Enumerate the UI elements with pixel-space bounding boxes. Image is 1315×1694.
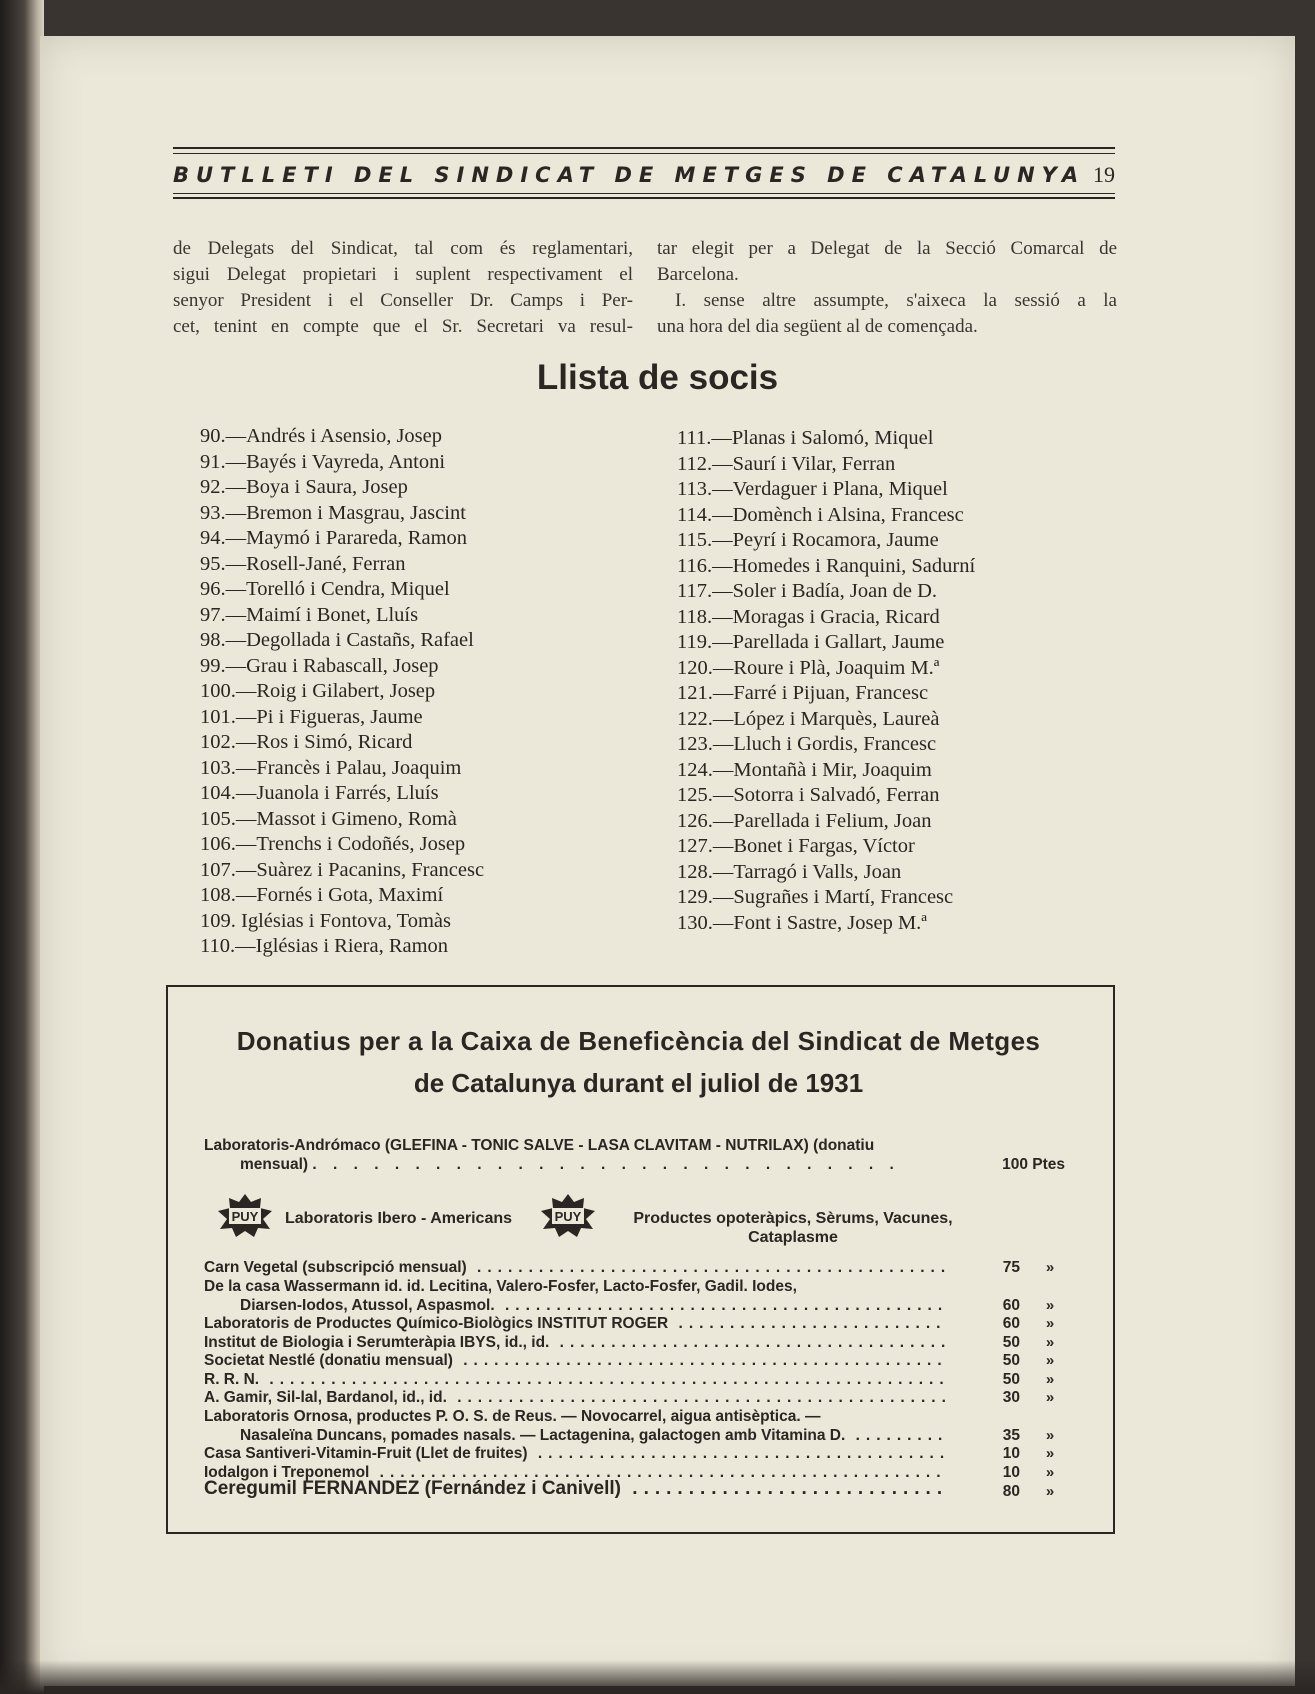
leader-dots: .................................................................. [259, 1371, 950, 1388]
text-line: I. sense altre assumpte, s'aixeca la sessió a la [675, 290, 1117, 311]
member-entry: 93.—Bremon i Masgrau, Jascint [200, 501, 466, 524]
journal-title: BUTLLETI DEL SINDICAT DE METGES DE CATALUNYA [173, 163, 1086, 187]
donation-entry [204, 1277, 797, 1296]
text-line: senyor President i el Conseller Dr. Camps i Per- [173, 290, 633, 311]
leader-dots: ............................................... [452, 1352, 948, 1369]
member-entry: 114.—Domènch i Alsina, Francesc [677, 503, 964, 526]
header-rule-bottom [173, 197, 1115, 199]
donation-text: Institut de Biologia i Serumteràpia IBYS, id., id. [204, 1334, 550, 1351]
member-entry: 108.—Fornés i Gota, Maximí [200, 884, 444, 906]
ditto-mark: » [1045, 1483, 1055, 1500]
member-entry: 91.—Bayés i Vayreda, Antoni [200, 450, 446, 473]
donation-text: Casa Santiveri-Vitamin-Fruit (Llet de fruites) [204, 1445, 528, 1462]
member-entry: 110.—Iglésias i Riera, Ramon [200, 935, 449, 957]
member-entry: 121.—Farré i Pijuan, Francesc [677, 682, 929, 704]
member-entry: 106.—Trenchs i Codoñés, Josep [200, 833, 466, 855]
ad-products [618, 1209, 968, 1247]
donation-text: Nasaleïna Duncans, pomades nasals. — Lactagenina, galactogen amb Vitamina D. [240, 1427, 846, 1444]
member-entry: 126.—Parellada i Felium, Joan [677, 809, 932, 832]
donation-text: Laboratoris Ornosa, productes P. O. S. de Reus. — Novocarrel, aigua antisèptica. — [204, 1408, 821, 1425]
donation-amount: 50 [1002, 1371, 1020, 1388]
member-entry: 123.—Lluch i Gordis, Francesc [677, 733, 937, 755]
donation-first-amount: 100 Ptes [1002, 1156, 1065, 1173]
donations-title-line: Donatius per a la Caixa de Beneficència del Sindicat de Metges [236, 1026, 1041, 1056]
text-line: tar elegit per a Delegat de la Secció Comarcal de [657, 238, 1117, 259]
ditto-mark: » [1045, 1334, 1055, 1351]
donation-amount: 75 [1002, 1259, 1020, 1276]
member-entry: 103.—Francès i Palau, Joaquim [200, 756, 462, 779]
leader-dots: ........................................ [527, 1445, 951, 1462]
donation-text: Diarsen-Iodos, Atussol, Aspasmol. [240, 1297, 495, 1314]
ad-products-line: Productes opoteràpics, Sèrums, Vacunes, [633, 1210, 953, 1227]
member-entry: 90.—Andrés i Asensio, Josep [200, 425, 443, 447]
intro-left-column [173, 236, 633, 340]
leader-dots: ......... [845, 1427, 949, 1444]
member-entry: 98.—Degollada i Castañs, Rafael [200, 629, 474, 651]
text-line: una hora del dia següent al de començada. [657, 316, 978, 337]
donation-text: A. Gamir, Sil-lal, Bardanol, id., id. [204, 1389, 447, 1406]
svg-text:PUY: PUY [554, 1209, 582, 1224]
leader-dots: . . . . . . . . . . . . . . . . . . . . . . . . . . . . . [312, 1156, 900, 1173]
donation-entry [204, 1351, 948, 1370]
text-line: cet, tenint en compte que el Sr. Secretari va resul- [173, 316, 633, 337]
donation-entry [204, 1314, 946, 1333]
member-entry: 111.—Planas i Salomó, Miquel [677, 427, 934, 449]
member-entry: 128.—Tarragó i Valls, Joan [677, 860, 902, 883]
puy-logo-icon [216, 1192, 274, 1238]
member-entry: 130.—Font i Sastre, Josep M.ª [677, 911, 927, 934]
header-rule-bottom-thin [173, 193, 1115, 194]
leader-dots: ........................................... [494, 1297, 949, 1314]
donation-amount: 60 [1002, 1297, 1020, 1314]
leader-dots: ................................................ [446, 1389, 952, 1406]
donation-entry [240, 1426, 948, 1445]
ditto-mark: » [1045, 1259, 1055, 1276]
donation-amount: 30 [1002, 1389, 1020, 1406]
donation-entry [240, 1296, 948, 1315]
donation-text: R. R. N. [204, 1371, 260, 1388]
puy-logo-icon [539, 1192, 597, 1238]
member-entry: 102.—Ros i Simó, Ricard [200, 731, 413, 753]
member-entry: 107.—Suàrez i Pacanins, Francesc [200, 858, 485, 881]
donation-entry [204, 1407, 820, 1426]
text-line: sigui Delegat propietari i suplent respectivament el [173, 264, 633, 285]
member-entry: 104.—Juanola i Farrés, Lluís [200, 782, 439, 804]
svg-text:PUY: PUY [231, 1209, 259, 1224]
member-entry: 113.—Verdaguer i Plana, Miquel [677, 478, 948, 500]
donation-text: Iodalgon i Treponemol [204, 1464, 370, 1481]
leader-dots: ............................ [621, 1478, 949, 1499]
member-entry: 116.—Homedes i Ranquini, Sadurní [677, 554, 976, 577]
donation-entry [204, 1258, 951, 1277]
donation-entry [204, 1370, 950, 1389]
ditto-mark: » [1045, 1297, 1055, 1314]
header-rule-top-thin [173, 153, 1115, 154]
member-entry: 120.—Roure i Plà, Joaquim M.ª [677, 656, 940, 679]
donation-text: De la casa Wassermann id. id. Lecitina, Valero-Fosfer, Lacto-Fosfer, Gadil. Iodes, [204, 1278, 797, 1295]
member-entry: 97.—Maimí i Bonet, Lluís [200, 603, 419, 626]
donation-entry [204, 1444, 950, 1463]
member-entry: 96.—Torelló i Cendra, Miquel [200, 578, 450, 600]
member-entry: 117.—Soler i Badía, Joan de D. [677, 580, 938, 602]
donation-amount: 10 [1002, 1464, 1020, 1481]
member-entry: 125.—Sotorra i Salvadó, Ferran [677, 784, 940, 806]
book-spine [0, 0, 44, 1694]
donation-amount: 35 [1002, 1427, 1020, 1444]
ditto-mark: » [1045, 1352, 1055, 1369]
member-entry: 92.—Boya i Saura, Josep [200, 476, 408, 498]
leader-dots: ...................................... [549, 1334, 952, 1351]
donations-title-line: de Catalunya durant el juliol de 1931 [413, 1068, 864, 1098]
donation-first-line: Laboratoris-Andrómaco (GLEFINA - TONIC SALVE - LASA CLAVITAM - NUTRILAX) (donatiu [204, 1137, 875, 1154]
donation-text: mensual) [240, 1156, 309, 1173]
ditto-mark: » [1045, 1315, 1055, 1332]
page-number: 19 [1093, 162, 1115, 187]
running-head [173, 160, 1115, 190]
donation-amount: 50 [1002, 1352, 1020, 1369]
donation-text: Ceregumil FERNANDEZ (Fernández i Canivell) [204, 1478, 622, 1499]
donation-text: Carn Vegetal (subscripció mensual) [204, 1259, 467, 1276]
scan-shadow [0, 1660, 1315, 1694]
donation-amount: 60 [1002, 1315, 1020, 1332]
member-entry: 124.—Montañà i Mir, Joaquim [677, 758, 932, 781]
member-entry: 94.—Maymó i Parareda, Ramon [200, 527, 468, 549]
member-entry: 100.—Roig i Gilabert, Josep [200, 680, 436, 702]
donations-title [166, 1020, 1111, 1104]
members-list-left [200, 424, 484, 960]
ditto-mark: » [1045, 1445, 1055, 1462]
member-entry: 105.—Massot i Gimeno, Romà [200, 807, 457, 830]
section-title: Llista de socis [536, 358, 779, 397]
donation-text: Laboratoris de Productes Químico-Biològics INSTITUT ROGER [204, 1315, 669, 1332]
ad-company-name: Laboratoris Ibero - Americans [285, 1210, 513, 1227]
member-entry: 109. Iglésias i Fontova, Tomàs [200, 909, 452, 932]
donation-entry [204, 1388, 952, 1407]
leader-dots: ....................................................... [369, 1464, 947, 1481]
member-entry: 112.—Saurí i Vilar, Ferran [677, 452, 896, 475]
donation-entry [204, 1479, 948, 1498]
member-entry: 95.—Rosell-Jané, Ferran [200, 552, 406, 575]
donation-amount: 50 [1002, 1334, 1020, 1351]
member-entry: 129.—Sugrañes i Martí, Francesc [677, 886, 954, 908]
ditto-mark: » [1045, 1371, 1055, 1388]
donation-text: Societat Nestlé (donatiu mensual) [204, 1352, 453, 1369]
ditto-mark: » [1045, 1389, 1055, 1406]
member-entry: 99.—Grau i Rabascall, Josep [200, 654, 439, 677]
leader-dots: .......................... [668, 1315, 947, 1332]
text-line: de Delegats del Sindicat, tal com és reglamentari, [173, 238, 633, 259]
intro-right-column [657, 236, 1117, 340]
text-line: Barcelona. [657, 264, 739, 285]
member-entry: 115.—Peyrí i Rocamora, Jaume [677, 529, 939, 551]
donation-first-line-2 [240, 1155, 900, 1174]
member-entry: 122.—López i Marquès, Laureà [677, 707, 940, 730]
ad-products-line: Cataplasme [748, 1229, 838, 1246]
ditto-mark: » [1045, 1464, 1055, 1481]
header-rule-top [173, 147, 1115, 149]
leader-dots: .............................................. [466, 1259, 952, 1276]
ditto-mark: » [1045, 1427, 1055, 1444]
donation-amount: 10 [1002, 1445, 1020, 1462]
member-entry: 119.—Parellada i Gallart, Jaume [677, 631, 945, 653]
members-list-right [677, 426, 975, 936]
member-entry: 101.—Pi i Figueras, Jaume [200, 705, 423, 728]
member-entry: 127.—Bonet i Fargas, Víctor [677, 835, 915, 857]
member-entry: 118.—Moragas i Gracia, Ricard [677, 605, 940, 628]
donation-amount: 80 [1002, 1483, 1020, 1500]
donation-entry [204, 1333, 951, 1352]
